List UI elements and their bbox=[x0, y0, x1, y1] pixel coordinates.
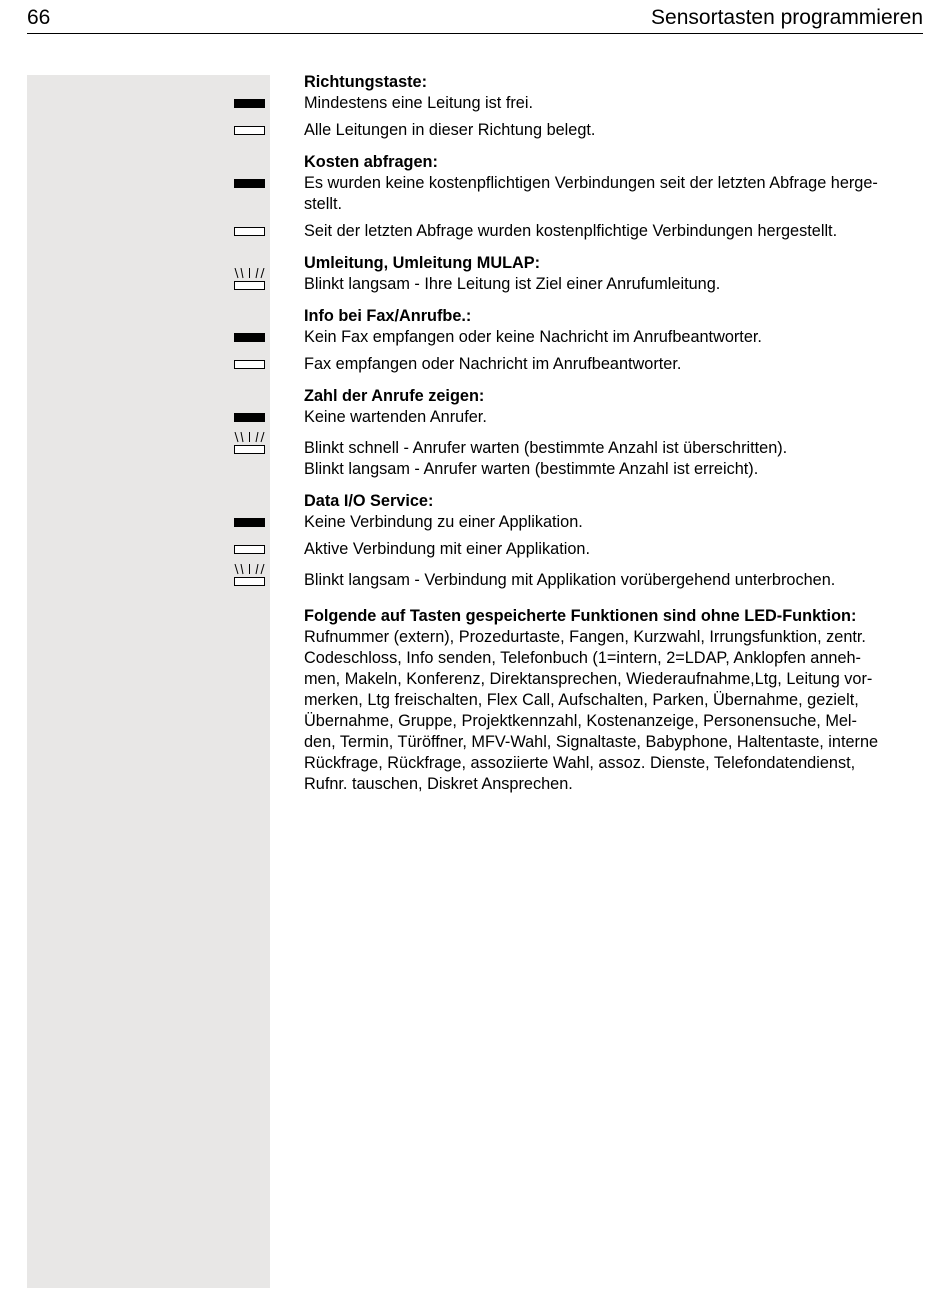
led-section bbox=[304, 386, 924, 480]
led-on-icon bbox=[234, 99, 265, 108]
page-header bbox=[27, 0, 923, 34]
led-section bbox=[304, 306, 924, 375]
led-off-icon bbox=[234, 360, 265, 369]
section-heading: Richtungstaste: bbox=[304, 73, 428, 91]
led-blinking-icon bbox=[234, 445, 265, 454]
no-led-functions-line: merken, Ltg freischalten, Flex Call, Aufschalten, Parken, Übernahme, gezielt, bbox=[304, 691, 859, 709]
section-heading: Zahl der Anrufe zeigen: bbox=[304, 387, 485, 405]
main-content bbox=[304, 72, 924, 795]
no-led-functions-line: Rufnr. tauschen, Diskret Ansprechen. bbox=[304, 775, 573, 793]
no-led-functions-line: Übernahme, Gruppe, Projektkennzahl, Kostenanzeige, Personensuche, Mel- bbox=[304, 712, 857, 730]
led-section bbox=[304, 152, 924, 242]
led-state-description: Mindestens eine Leitung ist frei. bbox=[304, 94, 533, 112]
led-state-row bbox=[304, 173, 924, 215]
led-blinking-icon bbox=[234, 281, 265, 290]
blink-rays-icon bbox=[234, 268, 265, 280]
led-section bbox=[304, 72, 924, 141]
led-state-description: Keine Verbindung zu einer Applikation. bbox=[304, 513, 583, 531]
section-heading: Umleitung, Umleitung MULAP: bbox=[304, 254, 541, 272]
led-state-row bbox=[304, 93, 924, 114]
led-state-row bbox=[304, 354, 924, 375]
no-led-functions-line: Codeschloss, Info senden, Telefonbuch (1=intern, 2=LDAP, Anklopfen anneh- bbox=[304, 649, 861, 667]
led-off-icon bbox=[234, 545, 265, 554]
no-led-functions-line: men, Makeln, Konferenz, Direktansprechen, Wiederaufnahme,Ltg, Leitung vor- bbox=[304, 670, 873, 688]
section-heading: Data I/O Service: bbox=[304, 492, 434, 510]
page-title: Sensortasten programmieren bbox=[651, 6, 923, 29]
blink-rays-icon bbox=[234, 564, 265, 576]
led-state-description: Alle Leitungen in dieser Richtung belegt. bbox=[304, 121, 596, 139]
led-on-icon bbox=[234, 333, 265, 342]
no-led-functions-line: Rückfrage, Rückfrage, assoziierte Wahl, assoz. Dienste, Telefondatendienst, bbox=[304, 754, 856, 772]
led-state-row bbox=[304, 438, 924, 480]
led-on-icon bbox=[234, 413, 265, 422]
led-state-row bbox=[304, 120, 924, 141]
led-state-row bbox=[304, 327, 924, 348]
no-led-functions-line: den, Termin, Türöffner, MFV-Wahl, Signaltaste, Babyphone, Haltentaste, interne bbox=[304, 733, 879, 751]
led-state-row bbox=[304, 407, 924, 428]
no-led-functions-heading: Folgende auf Tasten gespeicherte Funktionen sind ohne LED-Funktion: bbox=[304, 607, 857, 625]
left-margin-panel bbox=[27, 75, 270, 1288]
led-state-description: Fax empfangen oder Nachricht im Anrufbeantworter. bbox=[304, 355, 682, 373]
led-state-description: Seit der letzten Abfrage wurden kostenplfichtige Verbindungen hergestellt. bbox=[304, 222, 838, 240]
led-off-icon bbox=[234, 126, 265, 135]
led-section bbox=[304, 253, 924, 295]
led-blinking-icon bbox=[234, 577, 265, 586]
led-on-icon bbox=[234, 518, 265, 527]
led-state-description: Blinkt langsam - Ihre Leitung ist Ziel einer Anrufumleitung. bbox=[304, 275, 721, 293]
led-state-description: Blinkt langsam - Verbindung mit Applikation vorübergehend unterbrochen. bbox=[304, 571, 836, 589]
section-heading: Kosten abfragen: bbox=[304, 153, 438, 171]
page-number: 66 bbox=[27, 6, 51, 29]
led-state-row bbox=[304, 221, 924, 242]
led-section bbox=[304, 491, 924, 591]
blink-rays-icon bbox=[234, 432, 265, 444]
section-heading: Info bei Fax/Anrufbe.: bbox=[304, 307, 472, 325]
led-state-description: Es wurden keine kostenpflichtigen Verbindungen seit der letzten Abfrage herge- stellt. bbox=[304, 174, 878, 213]
led-state-row bbox=[304, 570, 924, 591]
led-state-row bbox=[304, 539, 924, 560]
led-state-description: Kein Fax empfangen oder keine Nachricht im Anrufbeantworter. bbox=[304, 328, 762, 346]
led-state-description: Aktive Verbindung mit einer Applikation. bbox=[304, 540, 590, 558]
led-state-description: Blinkt schnell - Anrufer warten (bestimmte Anzahl ist überschritten). Blinkt langsam - Anrufer warten (bestimmte Anzahl ist erreicht). bbox=[304, 439, 788, 478]
led-state-row bbox=[304, 274, 924, 295]
no-led-functions-line: Rufnummer (extern), Prozedurtaste, Fangen, Kurzwahl, Irrungsfunktion, zentr. bbox=[304, 628, 866, 646]
led-state-row bbox=[304, 512, 924, 533]
led-state-description: Keine wartenden Anrufer. bbox=[304, 408, 487, 426]
led-on-icon bbox=[234, 179, 265, 188]
led-off-icon bbox=[234, 227, 265, 236]
